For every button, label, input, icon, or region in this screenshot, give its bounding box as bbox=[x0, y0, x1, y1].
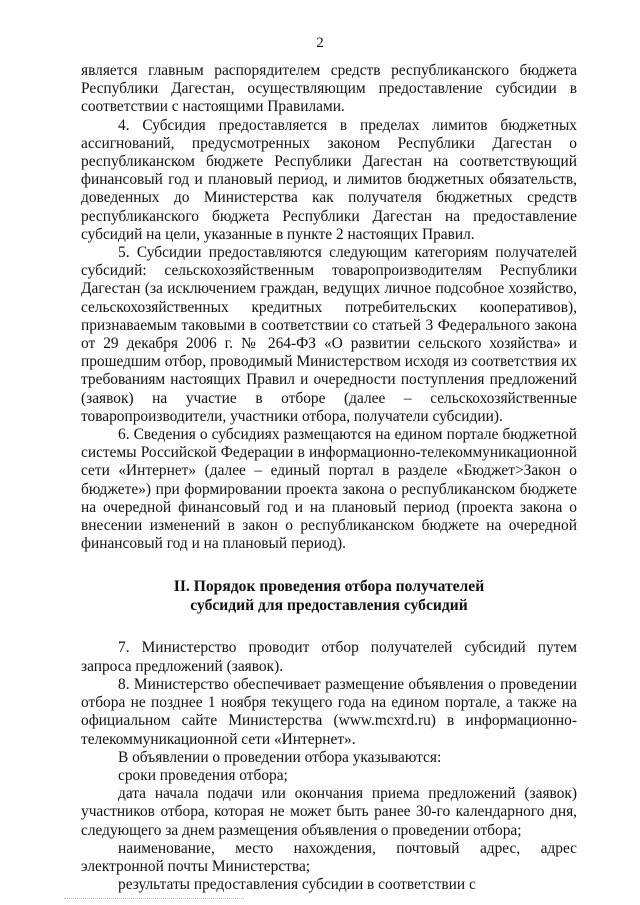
section-heading bbox=[81, 577, 577, 615]
paragraph-continuation: является главным распорядителем средств республиканского бюджета Республики Дагестан, осуществляющим предоставление субсидии в соответствии с настоящими Правилами. bbox=[81, 62, 577, 116]
paragraph-item-4: 4. Субсидия предоставляется в пределах лимитов бюджетных ассигнований, предусмотренных законом Республики Дагестан о республиканском бюджете Республики Дагестан на соответствующий финансовый год и плановый период, и лимитов бюджетных обязательств, доведенных до Министерства как получателя бюджетных средств республиканского бюджета Республики Дагестан на предоставление субсидий на цели, указанные в пункте 2 настоящих Правил. bbox=[81, 116, 577, 243]
list-item-application-dates: дата начала подачи или окончания приема предложений (заявок) участников отбора, которая не может быть ранее 30-го календарного дня, следующего за днем размещения объявления о проведении отбора; bbox=[81, 785, 577, 839]
paragraph-item-8: 8. Министерство обеспечивает размещение объявления о проведении отбора не позднее 1 ноября текущего года на едином портале, а также на официальном сайте Министерства (www.mcxrd.ru) в информационно-телекоммуникационной сети «Интернет». bbox=[81, 675, 577, 748]
list-item-subsidy-results: результаты предоставления субсидии в соответствии с bbox=[118, 876, 476, 894]
scan-bottom-marks bbox=[64, 896, 244, 899]
list-item-selection-dates: сроки проведения отбора; bbox=[118, 766, 288, 784]
paragraph-item-7: 7. Министерство проводит отбор получателей субсидий путем запроса предложений (заявок). bbox=[81, 639, 577, 675]
paragraph-item-6: 6. Сведения о субсидиях размещаются на едином портале бюджетной системы Российской Федерации в информационно-телекоммуникационной сети «Интернет» (далее – единый портал в разделе «Бюджет>Закон о бюджете») при формировании проекта закона о республиканском бюджете на очередной финансовый год и на плановый период (проекта закона о внесении изменений в закон о республиканском бюджете на очередной финансовый год и на плановый период). bbox=[81, 426, 577, 553]
list-item-ministry-address: наименование, место нахождения, почтовый адрес, адрес электронной почты Министерства; bbox=[81, 839, 577, 875]
document-body bbox=[81, 62, 577, 894]
page-number: 2 bbox=[316, 35, 324, 51]
paragraph-announcement-intro: В объявлении о проведении отбора указываются: bbox=[118, 748, 442, 766]
section-heading-line-2: субсидий для предоставления субсидий bbox=[190, 597, 468, 615]
paragraph-item-5: 5. Субсидии предоставляются следующим категориям получателей субсидий: сельскохозяйственным товаропроизводителям Республики Дагестан (за исключением граждан, ведущих личное подсобное хозяйство, сельскохозяйственных кредитных потребительских кооперативов), признаваемым таковыми в соответствии со статьей 3 Федерального закона от 29 декабря 2006 г. № 264-ФЗ «О развитии сельского хозяйства» и прошедшим отбор, проводимый Министерством исходя из соответствия их требованиям настоящих Правил и очередности поступления предложений (заявок) на участие в отборе (далее – сельскохозяйственные товаропроизводители, участники отбора, получатели субсидии). bbox=[81, 244, 577, 425]
section-heading-line-1: II. Порядок проведения отбора получателей bbox=[173, 578, 485, 596]
